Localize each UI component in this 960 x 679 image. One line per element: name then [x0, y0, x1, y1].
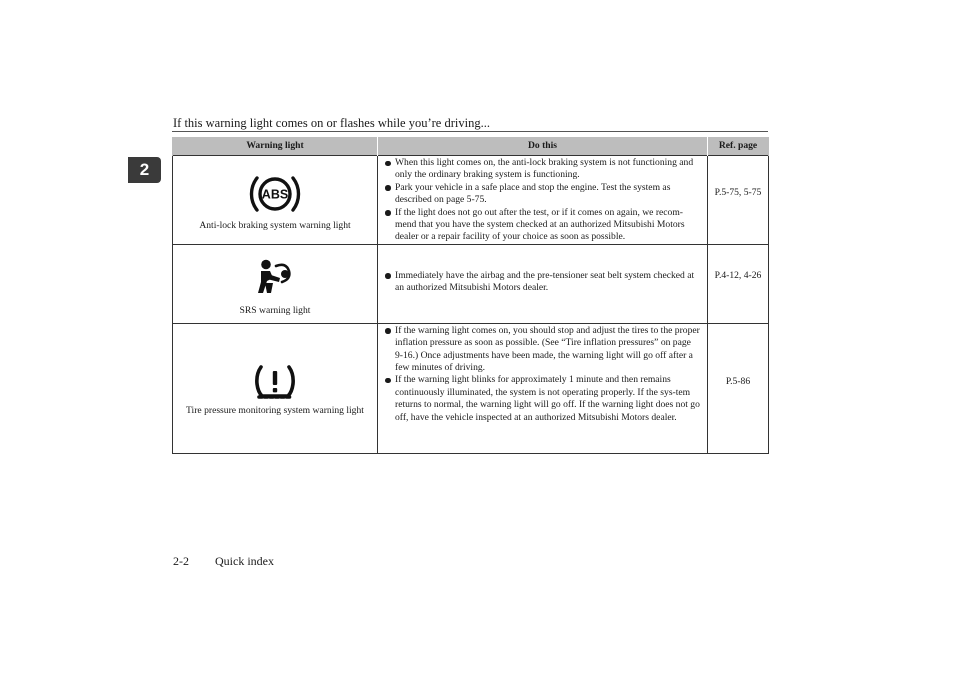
- warning-light-cell: [173, 244, 378, 323]
- header-rule: [172, 131, 768, 132]
- ref-page-cell: [708, 323, 769, 453]
- warning-light-name: SRS warning light: [239, 304, 311, 316]
- warning-light-cell: [173, 323, 378, 453]
- svg-text:ABS: ABS: [261, 187, 289, 202]
- page-number: 2-2: [173, 554, 189, 568]
- action-cell: [378, 156, 708, 245]
- page-header-title: If this warning light comes on or flashes while you’re driving...: [173, 116, 490, 130]
- srs-airbag-icon: [253, 259, 297, 297]
- column-header-do-this: Do this: [378, 137, 708, 156]
- ref-page-cell: [708, 244, 769, 323]
- warning-light-name: Tire pressure monitoring system warning light: [186, 404, 364, 416]
- section-name: Quick index: [215, 554, 274, 568]
- ref-page-cell: [708, 156, 769, 245]
- ref-page: P.5-86: [725, 375, 751, 387]
- table-row: [173, 156, 769, 245]
- warning-light-table: [172, 137, 769, 454]
- table-row: [173, 244, 769, 323]
- table-row: [173, 323, 769, 453]
- list-item: If the warning light comes on, you should stop and adjust the tires to the proper inflation pressure as soon as possible. (See “Tire inflation pressures” on page 9-16.) Once adjustments have been made, the warning light will go off after a few minutes of driving.: [378, 325, 701, 375]
- warning-light-name: Anti-lock braking system warning light: [199, 220, 351, 231]
- column-header-ref-page: Ref. page: [708, 137, 769, 156]
- list-item: If the warning light blinks for approximately 1 minute and then remains continuously illuminated, the system is not operating properly. If the sys-tem returns to normal, the warning light will go off. If the warning light does not go off, have the vehicle inspected at an authorized Mitsubishi Motors dealer.: [378, 374, 701, 424]
- chapter-tab: 2: [128, 157, 161, 183]
- list-item: Park your vehicle in a safe place and stop the engine. Test the system as described on page 5-75.: [378, 182, 701, 207]
- abs-warning-icon: [248, 174, 302, 214]
- warning-light-cell: [173, 156, 378, 245]
- action-cell: [378, 244, 708, 323]
- ref-page: P.5-75, 5-75: [714, 187, 762, 198]
- list-item: Immediately have the airbag and the pre-tensioner seat belt system checked at an authorized Mitsubishi Motors dealer.: [378, 270, 701, 295]
- table-header-row: [173, 137, 769, 156]
- column-header-warning-light: Warning light: [173, 137, 378, 156]
- tire-pressure-icon: [252, 364, 298, 400]
- action-cell: [378, 323, 708, 453]
- list-item: When this light comes on, the anti-lock braking system is not functioning and only the ordinary braking system is functioning.: [378, 157, 701, 182]
- ref-page: P.4-12, 4-26: [714, 269, 762, 281]
- list-item: If the light does not go out after the test, or if it comes on again, we recom-mend that you have the system checked at an authorized Mitsubishi Motors dealer or a repair facility of your choice as soon as possible.: [378, 207, 701, 244]
